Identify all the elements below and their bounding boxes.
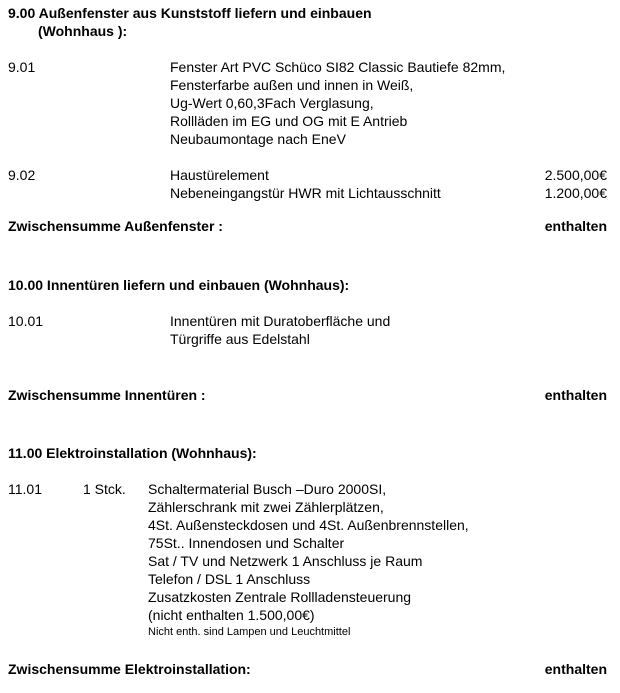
- item-description: [170, 58, 507, 148]
- section-10-heading: [8, 276, 607, 294]
- item-description: [170, 312, 507, 348]
- item-description-line: Rollläden im EG und OG mit E Antrieb: [170, 113, 408, 129]
- item-description-line: Ug-Wert 0,60,3Fach Verglasung,: [170, 95, 374, 111]
- item-description-line: Fenster Art PVC Schüco SI82 Classic Bautiefe 82mm,: [170, 59, 506, 75]
- section-9-heading-line-2: (Wohnhaus ):: [38, 23, 128, 39]
- item-description-line: 4St. Außensteckdosen und 4St. Außenbrennstellen,: [148, 517, 469, 533]
- item-description-line: Fensterfarbe außen und innen in Weiß,: [170, 77, 414, 93]
- item-quantity: 1 Stck.: [83, 481, 126, 497]
- item-description-line: Neubaumontage nach EneV: [170, 131, 346, 147]
- item-number: 9.01: [8, 59, 36, 75]
- section-11-heading: [8, 444, 607, 462]
- subtotal-value: enthalten: [544, 218, 607, 234]
- item-description-line: 75St.. Innendosen und Schalter: [148, 535, 345, 551]
- item-description-line: Türgriffe aus Edelstahl: [170, 331, 310, 347]
- subtotal-label: Zwischensumme Elektroinstallation:: [8, 661, 251, 677]
- subtotal-value: enthalten: [544, 661, 607, 677]
- section-9-heading: [8, 4, 607, 40]
- item-number: 10.01: [8, 313, 44, 329]
- item-description-line: (nicht enthalten 1.500,00€): [148, 607, 315, 623]
- item-note: Nicht enth. sind Lampen und Leuchtmittel: [148, 626, 351, 638]
- item-price: 2.500,00€: [544, 167, 607, 183]
- item-description-line: Sat / TV und Netzwerk 1 Anschluss je Raum: [148, 553, 423, 569]
- item-description-line: Innentüren mit Duratoberfläche und: [170, 313, 391, 329]
- item-number: 11.01: [8, 481, 42, 497]
- subtotal-label: Zwischensumme Innentüren :: [8, 387, 206, 403]
- item-description-line: Nebeneingangstür HWR mit Lichtausschnitt: [170, 185, 441, 201]
- subtotal-row-innentueren: [8, 386, 607, 404]
- subtotal-row-elektroinstallation: [8, 660, 607, 678]
- item-description-line: Schaltermaterial Busch –Duro 2000SI,: [148, 481, 387, 497]
- item-price-column: [507, 166, 607, 202]
- section-11-heading-line-1: 11.00 Elektroinstallation (Wohnhaus):: [8, 445, 257, 461]
- item-row-11-01: [8, 480, 607, 640]
- item-description: [148, 480, 607, 640]
- item-number: 9.02: [8, 167, 36, 183]
- subtotal-label: Zwischensumme Außenfenster :: [8, 218, 223, 234]
- subtotal-value: enthalten: [544, 387, 607, 403]
- section-10-heading-line-1: 10.00 Innentüren liefern und einbauen (Wohnhaus):: [8, 277, 350, 293]
- item-row-9-02: [8, 166, 607, 202]
- item-row-10-01: [8, 312, 607, 348]
- item-description-line: Zählerschrank mit zwei Zählerplätzen,: [148, 499, 384, 515]
- section-9-heading-line-1: 9.00 Außenfenster aus Kunststoff liefern und einbauen: [8, 5, 372, 21]
- item-description: [170, 166, 507, 202]
- item-description-line: Telefon / DSL 1 Anschluss: [148, 571, 311, 587]
- item-description-line: Haustürelement: [170, 167, 269, 183]
- item-row-9-01: [8, 58, 607, 148]
- item-price: 1.200,00€: [544, 185, 607, 201]
- item-price-column: [507, 58, 607, 148]
- subtotal-row-aussenfenster: [8, 217, 607, 235]
- item-description-line: Zusatzkosten Zentrale Rollladensteuerung: [148, 589, 412, 605]
- item-price-column: [507, 312, 607, 348]
